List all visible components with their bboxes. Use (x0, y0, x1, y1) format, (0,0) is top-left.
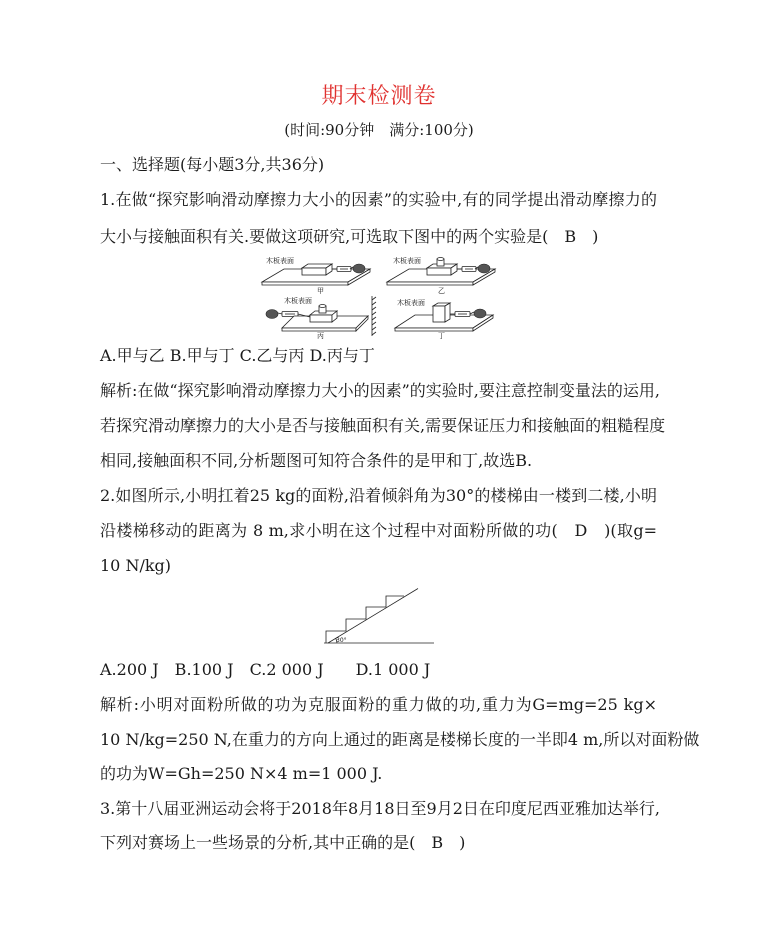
q3-stem-line: 3.第十八届亚洲运动会将于2018年8月18日至9月2日在印度尼西亚雅加达举行, (100, 799, 660, 818)
board-surface-label: 木板表面 (266, 257, 294, 265)
section-heading: 一、选择题(每小题3分,共36分) (100, 155, 325, 174)
angle-label: 30° (336, 637, 347, 644)
q1-analysis-line: 解析:在做“探究影响滑动摩擦力大小的因素”的实验时,要注意控制变量法的运用, (100, 381, 660, 400)
block-front (310, 315, 332, 322)
board-surface-label: 木板表面 (397, 299, 425, 307)
hand-icon (474, 309, 486, 318)
block-side (445, 303, 450, 322)
panel-label: 甲 (317, 287, 324, 295)
q1-stem-line: 大小与接触面积有关.要做这项研究,可选取下图中的两个实验是( B ) (100, 227, 599, 246)
panel-label: 丁 (438, 332, 445, 340)
panel-jia (262, 256, 370, 295)
q2-analysis-line: 解析:小明对面粉所做的功为克服面粉的重力做的功,重力为G=mg=25 kg× (100, 695, 657, 714)
q2-stem-line: 2.如图所示,小明扛着25 kg的面粉,沿着倾斜角为30°的楼梯由一楼到二楼,小明 (100, 486, 657, 505)
stair-slope-line (328, 589, 418, 644)
friction-experiment-figure (260, 250, 498, 344)
hand-icon (266, 310, 278, 319)
panel-label: 丙 (317, 332, 324, 340)
page-title: 期末检测卷 (321, 84, 437, 109)
board-edge (387, 282, 473, 285)
q2-stem-line: 沿楼梯移动的距离为 8 m,求小明在这个过程中对面粉所做的功( D )(取g= (100, 521, 657, 540)
board-edge (395, 328, 473, 331)
block-front (433, 306, 445, 322)
exam-time-and-score: (时间:90分钟 满分:100分) (284, 121, 474, 139)
q2-analysis-line: 10 N/kg=250 N,在重力的方向上通过的距离是楼梯长度的一半即4 m,所以对面粉做 (100, 730, 700, 749)
wall-hatching (372, 297, 376, 335)
board-surface-label: 木板表面 (284, 297, 312, 305)
hand-icon (478, 264, 490, 273)
q2-options: A.200 J B.100 J C.2 000 J D.1 000 J (100, 660, 431, 679)
weight-top (319, 305, 326, 308)
block-front (427, 268, 451, 275)
board-surface-label: 木板表面 (393, 257, 421, 265)
hand-finger (470, 312, 474, 314)
q1-options: A.甲与乙 B.甲与丁 C.乙与丙 D.丙与丁 (100, 346, 375, 365)
q1-analysis-line: 相同,接触面积不同,分析题图可知符合条件的是甲和丁,故选B. (100, 451, 533, 470)
panel-bing (266, 296, 376, 340)
board-edge (282, 328, 356, 331)
q3-stem-line: 下列对赛场上一些场景的分析,其中正确的是( B ) (100, 833, 466, 852)
q1-stem-line: 1.在做“探究影响滑动摩擦力大小的因素”的实验中,有的同学提出滑动摩擦力的 (100, 190, 657, 209)
stair-steps (326, 596, 404, 643)
hand-finger (278, 313, 282, 314)
q2-stem-line: 10 N/kg) (100, 556, 172, 575)
panel-yi (387, 256, 495, 295)
panel-label: 乙 (438, 287, 445, 295)
hand-icon (353, 264, 365, 273)
staircase-figure (320, 585, 440, 649)
weight-top (437, 258, 444, 261)
panel-ding (395, 298, 493, 340)
board-edge (262, 282, 348, 285)
q1-analysis-line: 若探究滑动摩擦力的大小是否与接触面积有关,需要保证压力和接触面的粗糙程度 (100, 416, 666, 435)
block-front (302, 268, 326, 275)
q2-analysis-line: 的功为W=Gh=250 N×4 m=1 000 J. (100, 764, 383, 783)
